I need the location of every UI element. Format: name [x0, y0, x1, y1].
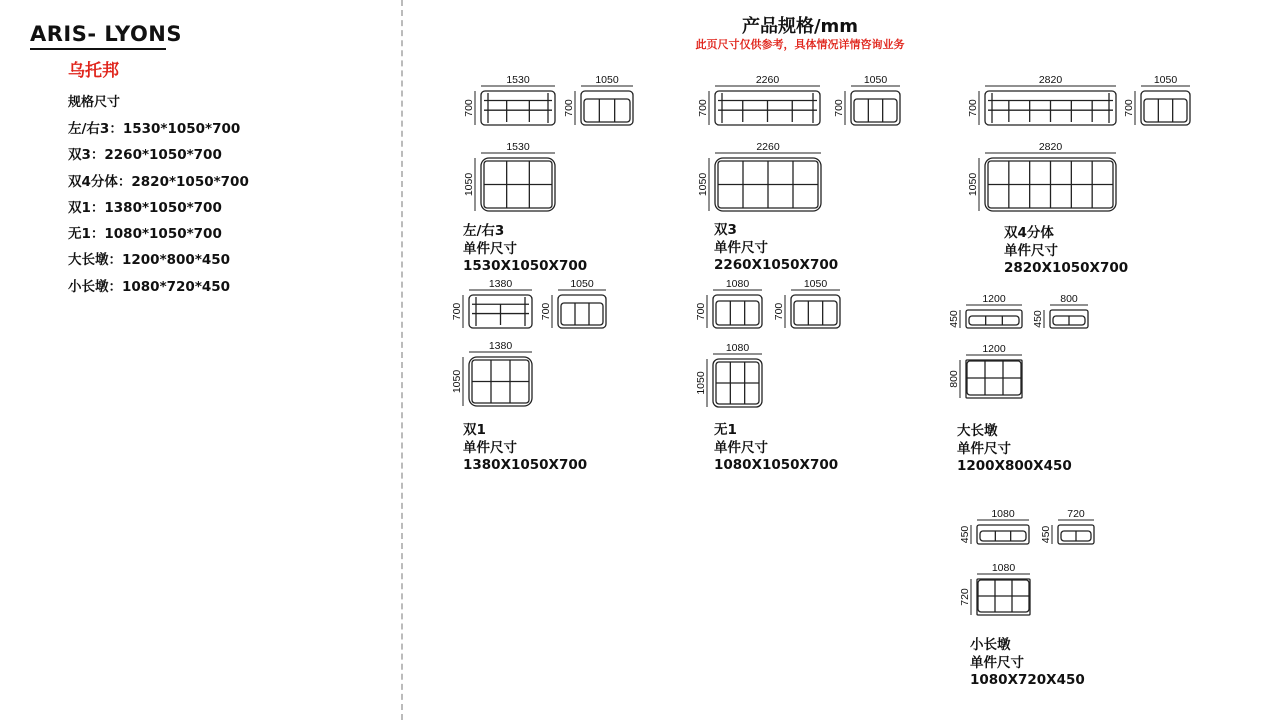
product-caption [463, 223, 587, 276]
page-title: 产品规格/mm [741, 16, 859, 37]
dim-width-label: 800 [1060, 293, 1078, 305]
cushion-frame [854, 99, 897, 122]
dim-height-label: 700 [695, 302, 707, 321]
dim-height-label: 450 [1040, 525, 1052, 544]
dim-height-label: 1050 [463, 172, 475, 197]
product-caption [714, 222, 838, 275]
dim-width-label: 1080 [725, 278, 750, 290]
dim-height-label: 450 [948, 310, 960, 328]
drawing-side-view [534, 275, 612, 338]
dim-width-label: 2260 [755, 74, 780, 86]
dim-width-label: 1080 [725, 342, 750, 354]
caption-name: 双1 [463, 422, 486, 438]
cushion-frame [794, 301, 837, 325]
caption-name: 双4分体 [1004, 225, 1054, 241]
spec-item: 大长墩：1200*800*450 [68, 252, 231, 269]
spec-heading: 规格尺寸 [68, 95, 121, 110]
drawing-top-view [689, 339, 768, 417]
sofa-outline [1141, 91, 1190, 125]
dim-height-label: 700 [463, 99, 475, 117]
dim-height-label: 700 [697, 99, 709, 117]
dim-width-label: 1050 [863, 74, 888, 86]
dim-width-label: 2820 [1038, 74, 1063, 86]
drawing-top-view [953, 559, 1036, 625]
cushion-frame [969, 316, 1019, 325]
brand-underline [30, 48, 166, 50]
drawing-front-view [942, 290, 1028, 338]
product-caption [970, 637, 1085, 690]
drawing-front-view [961, 71, 1122, 135]
drawing-side-view [557, 71, 639, 135]
caption-size-label: 单件尺寸 [714, 239, 768, 256]
dashed-divider [401, 0, 403, 720]
dim-height-label: 1050 [695, 371, 707, 395]
sofa-outline [713, 295, 762, 328]
sofa-outline [851, 91, 900, 125]
dim-height-label: 1050 [697, 172, 709, 197]
drawing-side-view [827, 71, 906, 135]
caption-size: 1080X720X450 [970, 672, 1085, 688]
dim-height-label: 720 [959, 588, 971, 606]
dim-width-label: 1380 [488, 278, 513, 290]
sofa-outline [558, 295, 606, 328]
caption-size: 1080X1050X700 [714, 457, 839, 473]
cushion-frame [1144, 99, 1187, 122]
drawing-side-view [1034, 505, 1100, 554]
caption-name: 双3 [714, 222, 737, 238]
dim-width-label: 1200 [982, 293, 1006, 305]
dim-height-label: 700 [967, 99, 979, 117]
dim-width-label: 2820 [1038, 141, 1063, 153]
caption-size-label: 单件尺寸 [1004, 242, 1058, 259]
dim-width-label: 1050 [595, 74, 619, 86]
drawing-side-view [767, 275, 846, 338]
product-caption [714, 422, 838, 475]
sofa-outline [791, 295, 840, 328]
drawing-top-view [445, 337, 538, 416]
dim-height-label: 700 [1123, 99, 1135, 117]
spec-item: 双3：2260*1050*700 [68, 147, 222, 164]
spec-item: 小长墩：1080*720*450 [68, 278, 231, 295]
product-caption [957, 423, 1072, 476]
caption-name: 大长墩 [957, 423, 998, 439]
product-caption [463, 422, 587, 475]
dim-height-label: 700 [451, 302, 463, 321]
drawing-side-view [1026, 290, 1094, 338]
dim-height-label: 700 [540, 302, 552, 321]
dim-width-label: 2260 [756, 141, 780, 153]
dim-width-label: 1050 [1153, 74, 1178, 86]
caption-size: 2820X1050X700 [1004, 260, 1129, 276]
dim-width-label: 720 [1067, 508, 1085, 520]
drawing-front-view [953, 505, 1035, 554]
drawing-top-view [691, 138, 827, 221]
dim-width-label: 1080 [991, 508, 1015, 520]
dim-height-label: 700 [773, 302, 785, 321]
caption-size-label: 单件尺寸 [957, 440, 1011, 457]
sofa-outline [977, 579, 1030, 615]
caption-size: 1530X1050X700 [463, 258, 588, 274]
cushion-frame [980, 531, 1026, 541]
dim-width-label: 1080 [991, 562, 1016, 574]
spec-item: 无1：1080*1050*700 [68, 226, 222, 243]
product-caption [1004, 225, 1128, 278]
dim-height-label: 800 [948, 370, 960, 388]
dim-height-label: 700 [563, 99, 575, 117]
dim-height-label: 450 [959, 525, 971, 544]
page-note: 此页尺寸仅供参考，具体情况详情咨询业务 [695, 38, 905, 51]
caption-name: 小长墩 [970, 637, 1011, 653]
dim-width-label: 1380 [488, 340, 513, 352]
sofa-outline [966, 360, 1022, 398]
cushion-frame [584, 99, 630, 122]
dim-height-label: 1050 [967, 172, 979, 197]
caption-size-label: 单件尺寸 [714, 439, 768, 456]
spec-list [68, 116, 249, 300]
brand-title: ARIS- LYONS [30, 22, 183, 46]
spec-item: 左/右3：1530*1050*700 [68, 121, 241, 137]
caption-name: 无1 [714, 422, 737, 438]
spec-item: 双1：1380*1050*700 [68, 199, 222, 216]
dim-height-label: 450 [1032, 310, 1044, 328]
spec-item: 双4分体：2820*1050*700 [68, 173, 249, 190]
dim-height-label: 1050 [451, 369, 463, 394]
drawing-front-view [691, 71, 826, 135]
dim-width-label: 1530 [506, 74, 530, 86]
caption-size: 1380X1050X700 [463, 457, 588, 473]
drawing-top-view [457, 138, 561, 221]
caption-size-label: 单件尺寸 [463, 439, 517, 456]
drawing-front-view [457, 71, 561, 135]
sofa-outline [481, 91, 555, 125]
dim-width-label: 1050 [570, 278, 594, 290]
drawing-top-view [942, 340, 1028, 408]
caption-size-label: 单件尺寸 [970, 654, 1024, 671]
drawing-front-view [689, 275, 768, 338]
caption-size: 2260X1050X700 [714, 257, 839, 273]
dim-width-label: 1050 [803, 278, 828, 290]
drawing-front-view [445, 275, 538, 338]
caption-size: 1200X800X450 [957, 458, 1072, 474]
dim-width-label: 1530 [506, 141, 530, 153]
dim-height-label: 700 [833, 99, 845, 117]
caption-name: 左/右3 [463, 223, 505, 239]
cushion-frame [561, 303, 603, 325]
drawing-side-view [1117, 71, 1196, 135]
dim-width-label: 1200 [982, 343, 1006, 355]
sub-brand: 乌托邦 [68, 61, 119, 81]
caption-size-label: 单件尺寸 [463, 240, 517, 257]
drawing-top-view [961, 138, 1122, 221]
sofa-outline [581, 91, 633, 125]
cushion-frame [716, 301, 759, 325]
